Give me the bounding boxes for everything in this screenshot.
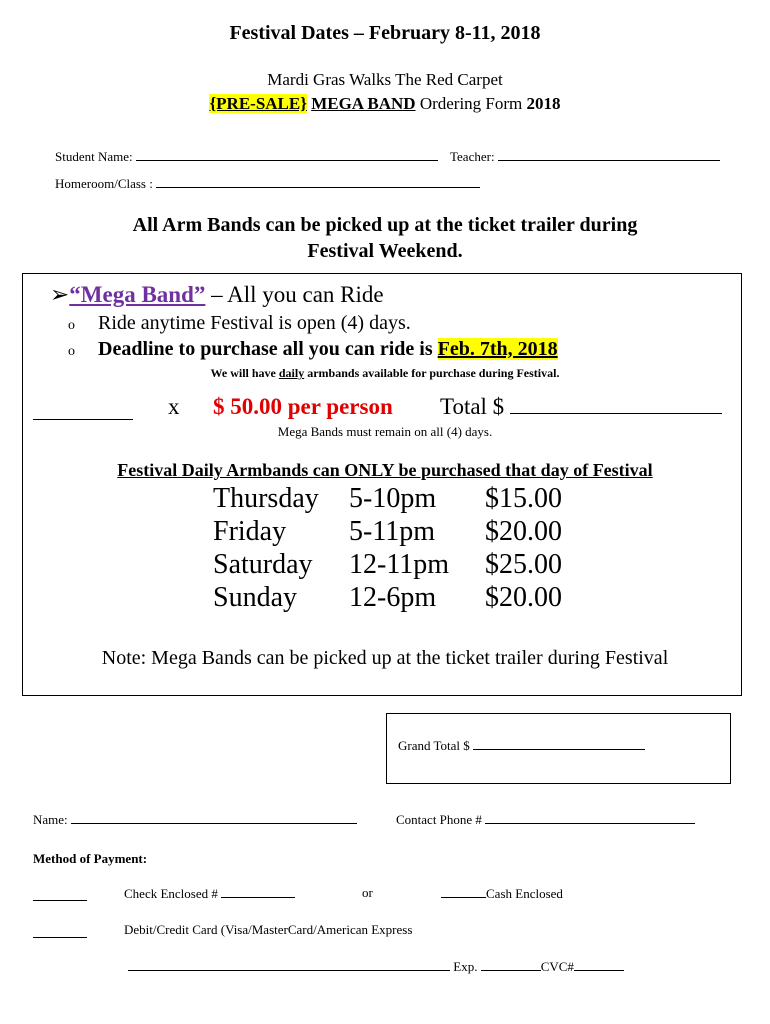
times-sign: x <box>168 394 180 419</box>
ordering-form-text: Ordering Form <box>419 94 523 113</box>
cash-enclosed-field[interactable] <box>441 885 563 902</box>
deadline-date: Feb. 7th, 2018 <box>437 338 558 360</box>
contact-phone-field[interactable] <box>396 811 695 828</box>
grand-total-label: Grand Total $ <box>398 738 470 753</box>
mega-band-name: “Mega Band” <box>69 282 206 307</box>
contact-phone-label: Contact Phone # <box>396 812 482 827</box>
schedule-time: 12-11pm <box>349 549 450 580</box>
pickup-notice-line1: All Arm Bands can be picked up at the ticket trailer during <box>132 214 638 236</box>
grand-total-line[interactable] <box>473 737 645 750</box>
total-field[interactable] <box>440 394 722 420</box>
circle-bullet-icon: o <box>68 318 75 333</box>
arrow-bullet-icon: ➢ <box>50 282 70 307</box>
mega-item-1 <box>68 312 411 335</box>
form-year: 2018 <box>526 94 561 113</box>
schedule-time: 5-11pm <box>349 516 436 547</box>
teacher-line[interactable] <box>498 148 720 161</box>
homeroom-line[interactable] <box>156 175 480 188</box>
deadline-text: Deadline to purchase all you can ride is <box>98 338 438 360</box>
schedule-price: $20.00 <box>485 516 562 547</box>
pickup-note: Note: Mega Bands can be picked up at the ticket trailer during Festival <box>101 647 669 669</box>
presale-tag: {PRE-SALE} <box>209 94 307 113</box>
total-line[interactable] <box>510 395 722 414</box>
cvc-label: CVC# <box>540 959 574 974</box>
homeroom-field[interactable] <box>55 175 480 192</box>
schedule-price: $20.00 <box>485 582 562 613</box>
mega-band-desc: – All you can Ride <box>205 282 384 307</box>
daily-availability-note <box>0 366 770 381</box>
pickup-notice <box>0 212 770 264</box>
schedule-price: $25.00 <box>485 549 562 580</box>
schedule-day: Thursday <box>213 483 319 514</box>
total-label: Total $ <box>440 394 505 419</box>
circle-bullet-icon: o <box>68 344 75 359</box>
daily-armbands-heading: Festival Daily Armbands can ONLY be purchased that day of Festival <box>117 460 653 480</box>
card-details-field[interactable] <box>128 958 624 975</box>
student-name-label: Student Name: <box>55 149 133 164</box>
teacher-field[interactable] <box>450 148 720 165</box>
schedule-day: Sunday <box>213 582 297 613</box>
schedule-day: Friday <box>213 516 287 547</box>
quantity-line[interactable] <box>33 405 133 420</box>
mega-item-1-text: Ride anytime Festival is open (4) days. <box>98 312 411 334</box>
mega-band-title: MEGA BAND <box>311 94 416 113</box>
card-number-line[interactable] <box>128 958 450 971</box>
homeroom-label: Homeroom/Class : <box>55 176 153 191</box>
name-field[interactable] <box>33 811 357 828</box>
check-number-line[interactable] <box>221 885 295 898</box>
student-name-line[interactable] <box>136 148 438 161</box>
cvc-line[interactable] <box>574 958 624 971</box>
mega-band-line <box>50 282 384 308</box>
daily-note-post: armbands available for purchase during Festival. <box>304 366 560 380</box>
pickup-notice-line2: Festival Weekend. <box>307 240 463 262</box>
exp-label: Exp. <box>453 959 478 974</box>
name-line[interactable] <box>71 811 357 824</box>
schedule-day: Saturday <box>213 549 313 580</box>
schedule-time: 12-6pm <box>349 582 437 613</box>
card-label: Debit/Credit Card (Visa/MasterCard/American Express <box>124 922 413 937</box>
check-enclosed-label: Check Enclosed # <box>124 886 218 901</box>
daily-note-pre: We will have <box>210 366 279 380</box>
check-select-line[interactable] <box>33 888 87 901</box>
price-per-person: $ 50.00 per person <box>213 394 393 419</box>
mega-remain-note: Mega Bands must remain on all (4) days. <box>277 424 493 439</box>
schedule-price: $15.00 <box>485 483 562 514</box>
grand-total-field[interactable] <box>398 737 645 754</box>
name-label: Name: <box>33 812 68 827</box>
teacher-label: Teacher: <box>450 149 495 164</box>
cash-select-line[interactable] <box>441 885 486 898</box>
form-title: Festival Dates – February 8-11, 2018 <box>229 22 541 44</box>
mega-item-2 <box>68 338 558 361</box>
payment-heading: Method of Payment: <box>33 851 148 866</box>
exp-line[interactable] <box>481 958 541 971</box>
event-subtitle: Mardi Gras Walks The Red Carpet <box>267 70 503 89</box>
cash-enclosed-label: Cash Enclosed <box>486 886 563 901</box>
student-name-field[interactable] <box>55 148 438 165</box>
schedule-time: 5-10pm <box>349 483 437 514</box>
daily-note-word: daily <box>278 366 305 380</box>
card-select-line[interactable] <box>33 925 87 938</box>
check-enclosed-field[interactable] <box>124 885 295 902</box>
or-text: or <box>362 885 373 900</box>
contact-phone-line[interactable] <box>485 811 695 824</box>
form-subtitle <box>0 94 770 114</box>
